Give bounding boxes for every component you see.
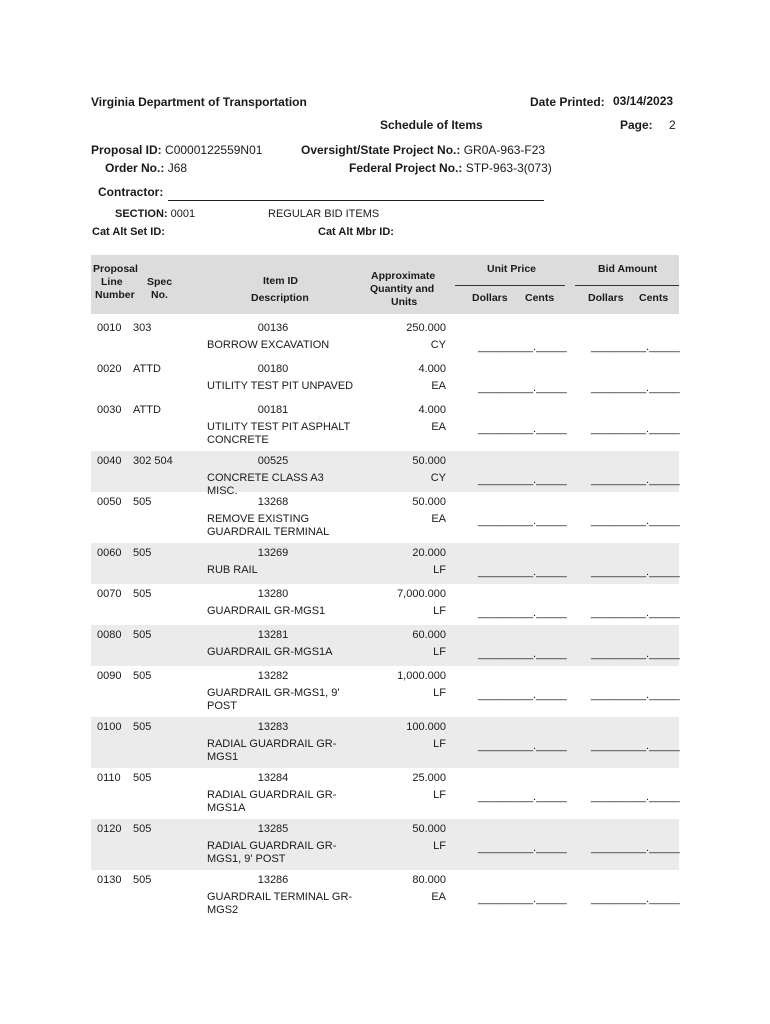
- bid-amount-blank: _________._____: [591, 740, 680, 752]
- section: [115, 208, 195, 220]
- page-label: Page:: [620, 118, 653, 132]
- unit: CY: [430, 472, 446, 484]
- spec-number: 505: [133, 772, 152, 784]
- line-number: 0070: [97, 588, 122, 600]
- spec-number: 505: [133, 823, 152, 835]
- col-proposal: Proposal: [93, 263, 138, 275]
- col-cents-1: Cents: [525, 292, 555, 304]
- date-printed-label: Date Printed:: [530, 95, 605, 109]
- table-row: [91, 359, 679, 400]
- col-bid-amount: Bid Amount: [598, 263, 658, 275]
- bid-amount-blank: _________._____: [591, 791, 680, 803]
- line-number: 0010: [97, 322, 122, 334]
- item-description: RADIAL GUARDRAIL GR-MGS1: [207, 738, 337, 763]
- bid-amount-blank: _________._____: [591, 607, 680, 619]
- proposal-id: [91, 143, 262, 157]
- table-header: [91, 255, 679, 314]
- line-number: 0100: [97, 721, 122, 733]
- section-description: REGULAR BID ITEMS: [268, 208, 380, 220]
- item-description: GUARDRAIL GR-MGS1A: [207, 646, 333, 658]
- line-number: 0080: [97, 629, 122, 641]
- item-id: 00136: [257, 322, 289, 334]
- unit-price-blank: _________._____: [478, 607, 567, 619]
- contractor-label: Contractor:: [98, 185, 164, 199]
- item-id: 13286: [257, 874, 289, 886]
- bid-amount-blank: _________._____: [591, 515, 680, 527]
- federal-project: [349, 161, 552, 175]
- unit: EA: [431, 421, 446, 433]
- item-description: UTILITY TEST PIT ASPHALT CONCRETE: [207, 421, 351, 446]
- spec-number: 505: [133, 670, 152, 682]
- line-number: 0030: [97, 404, 122, 416]
- unit-price-blank: _________._____: [478, 382, 567, 394]
- section-label: SECTION:: [115, 208, 168, 220]
- item-id: 13284: [257, 772, 289, 784]
- agency-name: Virginia Department of Transportation: [91, 95, 307, 109]
- federal-value: STP-963-3(073): [465, 161, 552, 175]
- unit-price-blank: _________._____: [478, 423, 567, 435]
- item-id: 00180: [257, 363, 289, 375]
- quantity: 50.000: [412, 823, 446, 835]
- unit: LF: [433, 840, 446, 852]
- item-description: CONCRETE CLASS A3 MISC.: [207, 472, 324, 497]
- item-description: RADIAL GUARDRAIL GR-MGS1, 9' POST: [207, 840, 337, 865]
- item-description: REMOVE EXISTING GUARDRAIL TERMINAL: [207, 513, 330, 538]
- page-number: 2: [669, 118, 676, 132]
- unit-price-blank: _________._____: [478, 740, 567, 752]
- unit-price-blank: _________._____: [478, 791, 567, 803]
- quantity: 50.000: [412, 455, 446, 467]
- schedule-title: Schedule of Items: [380, 118, 483, 132]
- unit: EA: [431, 513, 446, 525]
- item-description: BORROW EXCAVATION: [207, 339, 330, 351]
- col-spec-no: No.: [151, 289, 168, 301]
- bid-amount-blank: _________._____: [591, 566, 680, 578]
- unit: LF: [433, 687, 446, 699]
- line-number: 0130: [97, 874, 122, 886]
- item-id: 13281: [257, 629, 289, 641]
- cat-alt-set-label: Cat Alt Set ID:: [92, 226, 165, 238]
- item-description: GUARDRAIL GR-MGS1, 9' POST: [207, 687, 340, 712]
- item-description: UTILITY TEST PIT UNPAVED: [207, 380, 354, 392]
- bid-amount-blank: _________._____: [591, 893, 680, 905]
- unit: LF: [433, 646, 446, 658]
- col-item-id: Item ID: [263, 275, 299, 287]
- col-line: Line: [101, 276, 123, 288]
- federal-label: Federal Project No.:: [349, 161, 463, 175]
- cat-alt-mbr-label: Cat Alt Mbr ID:: [318, 226, 394, 238]
- table-row: [91, 492, 679, 543]
- quantity: 1,000.000: [397, 670, 446, 682]
- col-spec: Spec: [147, 276, 173, 288]
- quantity: 60.000: [412, 629, 446, 641]
- unit-price-blank: _________._____: [478, 842, 567, 854]
- line-number: 0120: [97, 823, 122, 835]
- table-row: [91, 666, 679, 717]
- spec-number: 303: [133, 322, 152, 334]
- item-id: 13268: [257, 496, 289, 508]
- order-no: [105, 161, 187, 175]
- item-id: 13285: [257, 823, 289, 835]
- col-description: Description: [251, 292, 309, 304]
- bid-amount-blank: _________._____: [591, 382, 680, 394]
- table-row: [91, 543, 679, 584]
- bid-amount-blank: _________._____: [591, 842, 680, 854]
- item-id: 13269: [257, 547, 289, 559]
- table-row: [91, 451, 680, 497]
- schedule-table-body: [91, 318, 679, 921]
- quantity: 20.000: [412, 547, 446, 559]
- line-number: 0110: [97, 772, 121, 784]
- spec-number: 505: [133, 588, 152, 600]
- unit-price-rule: [455, 285, 565, 286]
- bid-amount-blank: _________._____: [591, 689, 680, 701]
- spec-number: 302 504: [133, 455, 173, 467]
- line-number: 0050: [97, 496, 122, 508]
- table-row: [91, 819, 679, 870]
- order-no-value: J68: [167, 161, 188, 175]
- item-id: 13282: [257, 670, 289, 682]
- col-approx-2: Quantity and: [370, 283, 435, 295]
- item-description: RUB RAIL: [207, 564, 258, 576]
- table-row: [91, 625, 679, 666]
- table-row: [91, 584, 679, 625]
- unit-price-blank: _________._____: [478, 474, 567, 486]
- unit-price-blank: _________._____: [478, 893, 567, 905]
- unit-price-blank: _________._____: [478, 341, 567, 353]
- spec-number: 505: [133, 547, 152, 559]
- item-id: 13280: [257, 588, 289, 600]
- col-approx-1: Approximate: [371, 270, 436, 282]
- unit: CY: [430, 339, 446, 351]
- order-no-label: Order No.:: [105, 161, 165, 175]
- bid-amount-blank: _________._____: [591, 474, 680, 486]
- contractor-line: [168, 200, 544, 201]
- line-number: 0060: [97, 547, 122, 559]
- item-description: RADIAL GUARDRAIL GR-MGS1A: [207, 789, 337, 814]
- quantity: 100.000: [406, 721, 446, 733]
- bid-amount-blank: _________._____: [591, 341, 680, 353]
- proposal-id-label: Proposal ID:: [91, 143, 162, 157]
- unit: LF: [433, 564, 446, 576]
- unit-price-blank: _________._____: [478, 566, 567, 578]
- spec-number: ATTD: [133, 404, 161, 416]
- proposal-id-value: C0000122559N01: [165, 143, 263, 157]
- line-number: 0020: [97, 363, 122, 375]
- quantity: 80.000: [412, 874, 446, 886]
- line-number: 0090: [97, 670, 122, 682]
- date-printed-value: 03/14/2023: [613, 94, 674, 108]
- spec-number: 505: [133, 629, 152, 641]
- unit: EA: [431, 380, 446, 392]
- unit: EA: [431, 891, 446, 903]
- bid-amount-blank: _________._____: [591, 423, 680, 435]
- unit-price-blank: _________._____: [478, 648, 567, 660]
- spec-number: 505: [133, 721, 152, 733]
- item-id: 00181: [257, 404, 289, 416]
- col-approx-3: Units: [391, 296, 418, 308]
- oversight-label: Oversight/State Project No.:: [301, 143, 461, 157]
- unit-price-blank: _________._____: [478, 689, 567, 701]
- spec-number: ATTD: [133, 363, 161, 375]
- item-id: 00525: [257, 455, 289, 467]
- bid-amount-rule: [575, 285, 679, 286]
- unit: LF: [433, 605, 446, 617]
- table-row: [91, 768, 679, 819]
- spec-number: 505: [133, 874, 152, 886]
- unit-price-blank: _________._____: [478, 515, 567, 527]
- oversight-value: GR0A-963-F23: [463, 143, 546, 157]
- quantity: 250.000: [406, 322, 446, 334]
- section-value: 0001: [170, 208, 196, 220]
- col-dollars-1: Dollars: [472, 292, 508, 304]
- quantity: 7,000.000: [397, 588, 446, 600]
- quantity: 4.000: [418, 363, 446, 375]
- col-number: Number: [95, 289, 135, 301]
- quantity: 50.000: [412, 496, 446, 508]
- col-dollars-2: Dollars: [588, 292, 624, 304]
- unit: LF: [433, 789, 446, 801]
- item-description: GUARDRAIL GR-MGS1: [207, 605, 326, 617]
- quantity: 4.000: [418, 404, 446, 416]
- table-row: [91, 318, 679, 359]
- item-description: GUARDRAIL TERMINAL GR-MGS2: [207, 891, 353, 916]
- table-row: [91, 717, 679, 768]
- bid-amount-blank: _________._____: [591, 648, 680, 660]
- table-row: [91, 400, 679, 451]
- col-unit-price: Unit Price: [487, 263, 537, 275]
- line-number: 0040: [97, 455, 122, 467]
- spec-number: 505: [133, 496, 152, 508]
- unit: LF: [433, 738, 446, 750]
- table-row: [91, 870, 679, 921]
- oversight-project: [301, 143, 545, 157]
- col-cents-2: Cents: [639, 292, 669, 304]
- quantity: 25.000: [412, 772, 446, 784]
- item-id: 13283: [257, 721, 289, 733]
